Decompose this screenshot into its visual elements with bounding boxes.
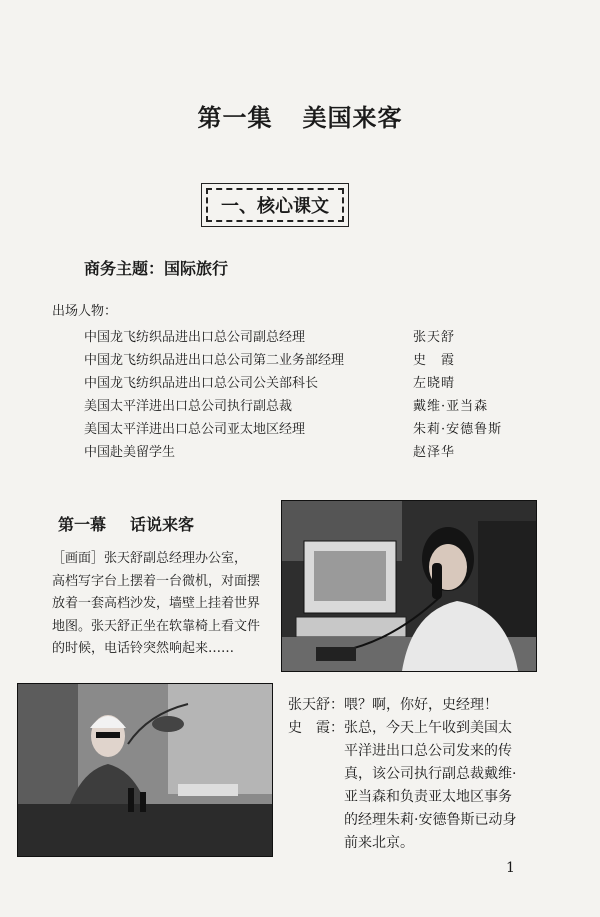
description-line: 放着一套高档沙发，墙壁上挂着世界 [52,596,261,611]
photo-man-at-desk-image [18,684,272,856]
dialog-line: 史 霞：张总，今天上午收到美国太 [288,720,512,736]
page-number: 1 [506,860,515,876]
cast-role: 中国龙飞纺织品进出口总公司第二业务部经理 [84,353,345,368]
dialog-line: 真，该公司执行副总裁戴维· [288,766,517,782]
description-line: 的时候，电话铃突然响起来…… [52,641,235,656]
section-heading-box [201,183,349,227]
photo-woman-on-phone-image [282,501,536,671]
business-theme: 商务主题：国际旅行 [84,259,229,278]
section-heading: 一、核心课文 [206,188,344,222]
photo-woman-on-phone [281,500,537,672]
cast-role: 美国太平洋进出口总公司执行副总裁 [84,399,293,414]
episode-number: 第一集 [197,103,273,132]
dialog-line: 前来北京。 [288,835,414,851]
description-line: 高档写字台上摆着一台微机，对面摆 [52,573,261,589]
cast-name: 赵泽华 [413,445,456,460]
scene-title [58,512,194,535]
photo-man-at-desk [17,683,273,857]
description-line: 地图。张天舒正坐在软靠椅上看文件 [52,618,261,634]
cast-heading: 出场人物： [52,304,118,319]
episode-name: 美国来客 [302,103,403,132]
cast-name: 张天舒 [413,330,456,345]
cast-name: 戴维·亚当森 [413,399,489,414]
cast-role: 美国太平洋进出口总公司亚太地区经理 [84,422,306,437]
cast-role: 中国龙飞纺织品进出口总公司副总经理 [84,330,306,345]
dialog-line: 平洋进出口总公司发来的传 [288,743,512,759]
dialog-line: 的经理朱莉·安德鲁斯已动身 [288,812,517,828]
cast-name: 史 霞 [413,353,456,368]
dialog-line: 张天舒：喂？啊，你好，史经理！ [288,697,498,713]
dialog-line: 亚当森和负责亚太地区事务 [288,789,512,805]
cast-name: 朱莉·安德鲁斯 [413,422,503,437]
description-line: ［画面］张天舒副总经理办公室， [52,551,248,566]
cast-role: 中国赴美留学生 [84,445,176,460]
cast-name: 左晓晴 [413,376,456,391]
cast-role: 中国龙飞纺织品进出口总公司公关部科长 [84,376,319,391]
page-title [0,98,600,133]
scene-number: 第一幕 [58,515,107,534]
scene-name: 话说来客 [130,515,195,534]
scene-description [52,548,280,661]
